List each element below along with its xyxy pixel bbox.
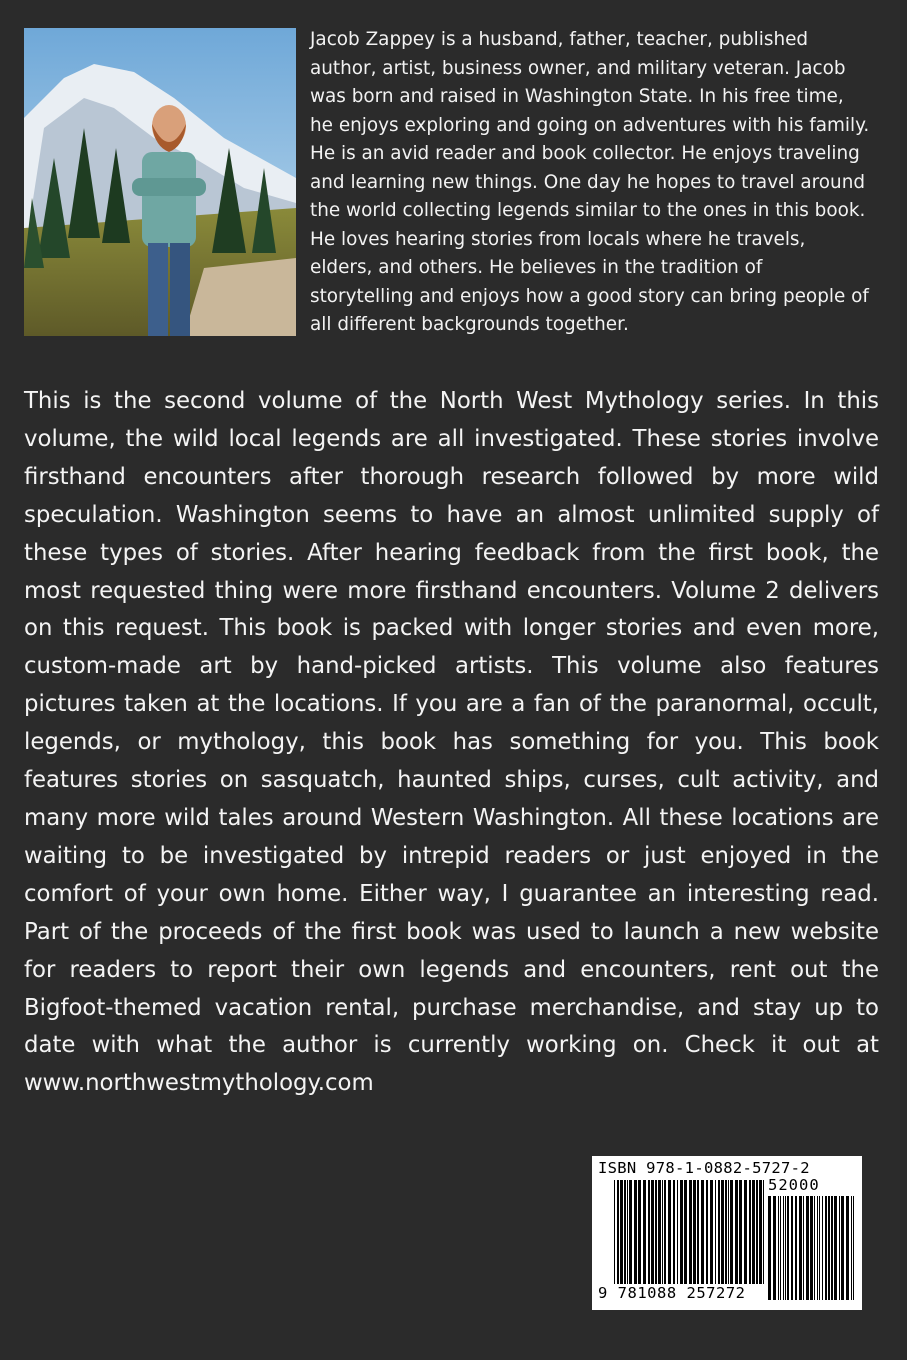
barcode-bar [648,1180,650,1284]
barcode-bar [828,1196,830,1300]
ean-barcode-bars [614,1180,764,1284]
isbn-label: ISBN 978-1-0882-5727-2 [598,1159,810,1177]
barcode-bar [756,1180,758,1284]
barcode-bar [693,1180,696,1284]
barcode-bar [677,1180,678,1284]
barcode-bar [806,1196,809,1300]
barcode-bar [715,1180,716,1284]
barcode-bar [629,1180,632,1284]
barcode-bar [778,1196,779,1300]
barcode-bar [759,1180,762,1284]
barcode-bar [799,1196,802,1300]
barcode-bar [643,1180,646,1284]
barcode-bar [739,1180,742,1284]
isbn-barcode [592,1156,862,1310]
barcode-bar [749,1180,751,1284]
barcode-bar [841,1196,844,1300]
barcode-bar [839,1196,840,1300]
barcode-bar [853,1196,854,1300]
barcode-bar [684,1180,687,1284]
barcode-bar [780,1196,781,1300]
barcode-bar [627,1180,628,1284]
author-photo-illustration [24,28,296,336]
barcode-bar [752,1180,755,1284]
barcode-bar [721,1180,724,1284]
ean-digits: 9 781088 257272 [598,1284,746,1302]
barcode-bar [787,1196,789,1300]
barcode-bar [803,1196,804,1300]
barcode-bar [651,1180,654,1284]
barcode-bar [655,1180,657,1284]
barcode-bar [825,1196,827,1300]
barcode-bar [730,1180,733,1284]
price-barcode-bars [768,1196,856,1300]
barcode-bar [768,1196,771,1300]
barcode-bar [728,1180,729,1284]
barcode-bar [744,1180,747,1284]
barcode-bar [822,1196,823,1300]
barcode-bar [638,1180,641,1284]
barcode-bar [701,1180,704,1284]
barcode-bar [783,1196,784,1300]
barcode-bar [735,1180,738,1284]
barcode-bar [819,1196,820,1300]
barcode-bar [614,1180,615,1284]
barcode-bar [673,1180,675,1284]
barcode-bar [624,1180,626,1284]
barcode-bar [817,1196,818,1300]
barcode-bar [785,1196,786,1300]
barcode-bar [689,1180,692,1284]
price-code: 52000 [768,1176,820,1194]
barcode-bar [851,1196,852,1300]
barcode-bar [725,1180,727,1284]
barcode-bar [662,1180,663,1284]
barcode-bar [773,1196,776,1300]
barcode-bar [810,1196,813,1300]
barcode-bar [718,1180,720,1284]
barcode-bar [834,1196,837,1300]
barcode-bar [664,1180,666,1284]
author-photo [24,28,296,336]
barcode-bar [795,1196,797,1300]
barcode-bar [668,1180,671,1284]
barcode-bar [634,1180,637,1284]
barcode-bar [697,1180,699,1284]
barcode-bar [814,1196,815,1300]
barcode-bar [763,1180,764,1284]
barcode-bar [831,1196,833,1300]
barcode-bar [846,1196,849,1300]
barcode-bar [706,1180,708,1284]
barcode-bar [680,1180,683,1284]
book-description: This is the second volume of the North West Mythology series. In this volume, the wild local legends are all investigated. These stories involve firsthand encounters after thorough research followed by more wild speculation. Washington seems to have an almost unlimited supply of these types of stories. After hearing feedback from the first book, the most requested thing were more firsthand encounters. Volume 2 delivers on this request. This book is packed with longer stories and even more, custom-made art by hand-picked artists. This volume also features pictures taken at the locations. If you are a fan of the paranormal, occult, legends, or mythology, this book has something for you. This book features stories on sasquatch, haunted ships, curses, cult activity, and many more wild tales around Western Washington. All these locations are waiting to be investigated by intrepid readers or just enjoyed in the comfort of your own home. Either way, I guarantee an interesting read. Part of the proceeds of the first book was used to launch a new website for readers to report their own legends and encounters, rent out the Bigfoot-themed vacation rental, purchase merchandise, and stay up to date with what the author is currently working on. Check it out at www.northwestmythology.com [24,388,879,1097]
barcode-bar [710,1180,713,1284]
author-bio: Jacob Zappey is a husband, father, teacher, published author, artist, business owner, and military veteran. Jacob was born and raised in Washington State. In his free time, he enjoys exploring and going on adventures with his family. He is an avid reader and book collector. He enjoys traveling and learning new things. One day he hopes to travel around the world collecting legends similar to the ones in this book. He loves hearing stories from locals where he travels, elders, and others. He believes in the tradition of storytelling and enjoys how a good story can bring people of all different backgrounds together. [310,29,870,335]
barcode-bar [620,1180,623,1284]
barcode-bar [617,1180,619,1284]
barcode-bar [791,1196,793,1300]
barcode-bar [658,1180,661,1284]
